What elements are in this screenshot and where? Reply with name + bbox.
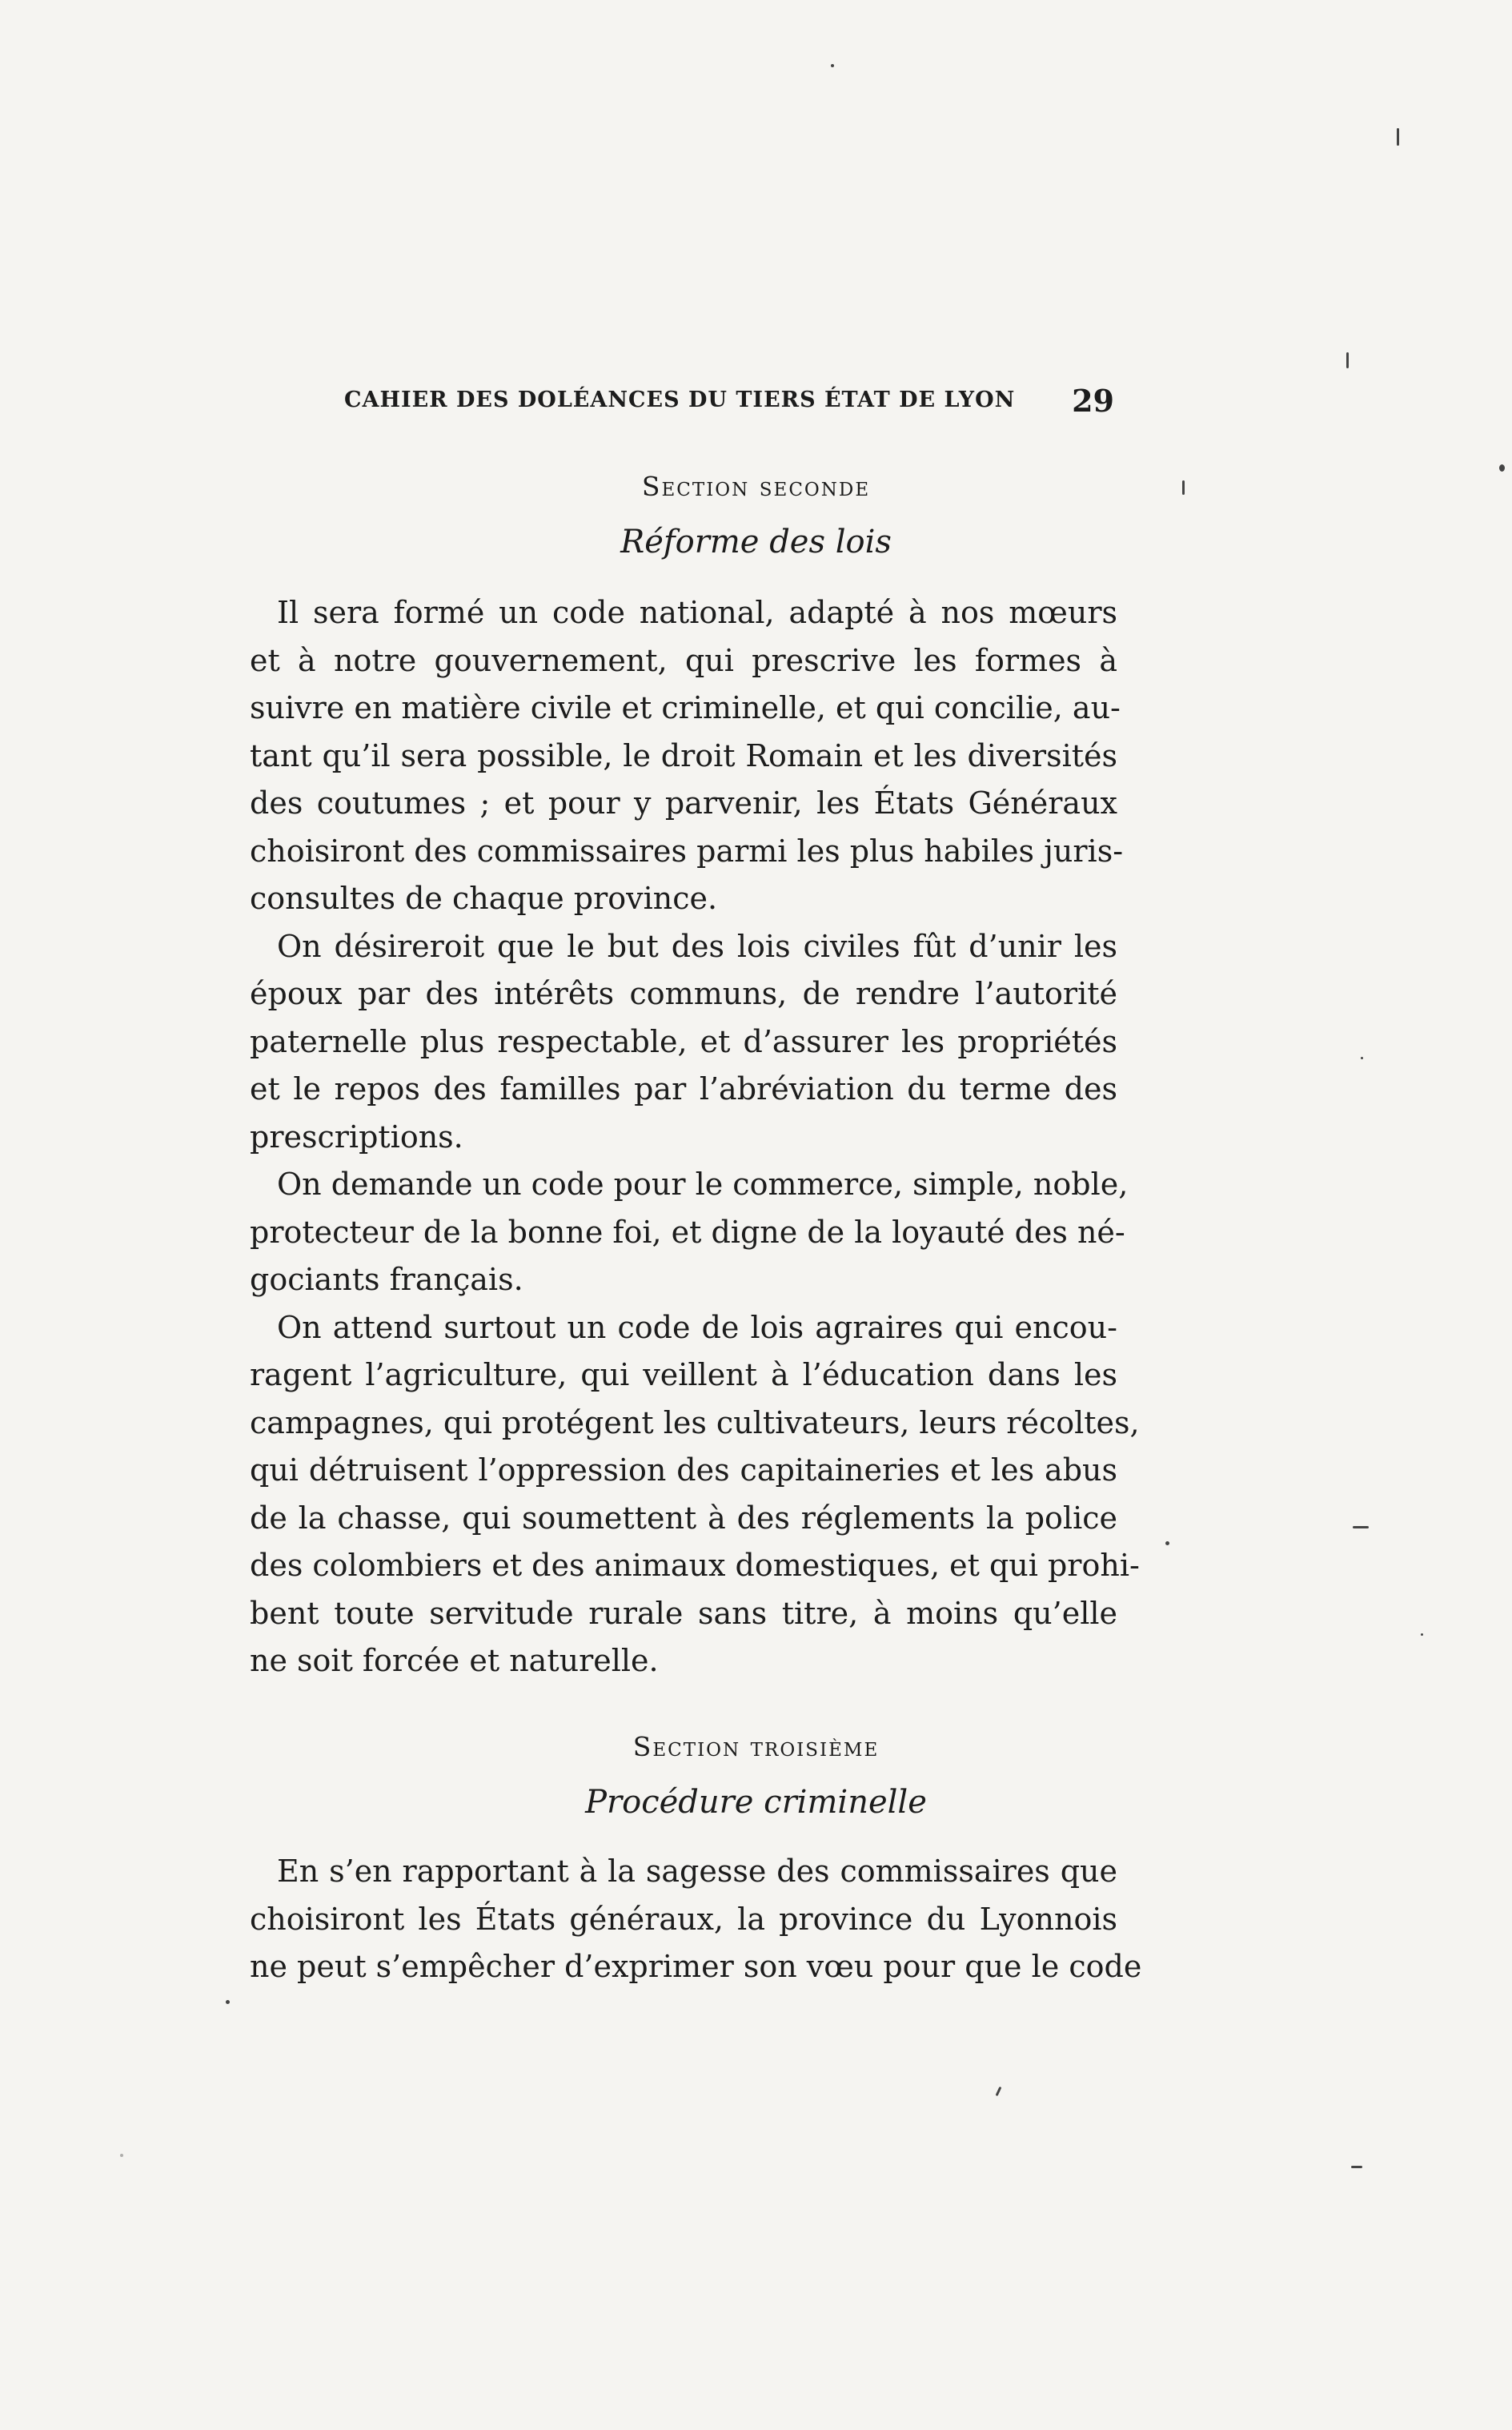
scan-speck [1182,480,1185,495]
text-line: de la chasse, qui soumettent à des réglements la police [250,1500,1117,1536]
text-line: tant qu’il sera possible, le droit Romain et les diversités [250,737,1117,773]
text-line: des colombiers et des animaux domestiques, et qui prohi- [250,1548,1140,1583]
text-line: On attend surtout un code de lois agraires qui encou- [277,1309,1117,1345]
text-line: ragent l’agriculture, qui veillent à l’éducation dans les [250,1357,1117,1392]
section-two-title: Section seconde [641,471,871,502]
section-three-title: Section troisième [632,1731,880,1762]
running-title: CAHIER DES DOLÉANCES DU TIERS ÉTAT DE LYON [344,388,1016,412]
scan-speck [1351,2166,1362,2168]
text-line: et à notre gouvernement, qui prescrive les formes à [250,642,1117,678]
text-line: On demande un code pour le commerce, simple, noble, [277,1167,1129,1202]
scan-speck [120,2154,123,2157]
scan-speck [1421,1633,1423,1636]
scan-speck [1353,1526,1369,1528]
text-line: En s’en rapportant à la sagesse des commissaires que [277,1854,1117,1889]
scan-speck [1397,128,1399,146]
scan-speck [1361,1057,1363,1059]
text-line: ne soit forcée et naturelle. [250,1643,659,1678]
text-line: des coutumes ; et pour y parvenir, les États Généraux [250,785,1117,821]
page-number: 29 [1072,383,1114,419]
scan-speck [226,2000,230,2004]
scan-speck [831,64,834,67]
text-line: campagnes, qui protégent les cultivateurs, leurs récoltes, [250,1404,1140,1440]
text-line: Il sera formé un code national, adapté à nos mœurs [277,595,1117,630]
text-line: ne peut s’empêcher d’exprimer son vœu pour que le code [250,1949,1142,1984]
running-head [344,383,1114,423]
scan-speck [1346,352,1349,368]
text-line: bent toute servitude rurale sans titre, à moins qu’elle [250,1595,1117,1631]
text-line: consultes de chaque province. [250,881,718,916]
section-two-text [250,589,1140,1685]
section-three-subtitle: Procédure criminelle [585,1784,927,1821]
text-line: suivre en matière civile et criminelle, et qui concilie, au- [250,690,1121,725]
text-line: choisiront des commissaires parmi les plus habiles juris- [250,833,1124,869]
text-line: qui détruisent l’oppression des capitaineries et les abus [250,1452,1117,1488]
text-line: On désireroit que le but des lois civiles fût d’unir les [277,928,1117,964]
scan-speck [1499,464,1505,472]
section-three-text [250,1848,1142,1991]
section-two-subtitle: Réforme des lois [620,524,892,560]
text-line: prescriptions. [250,1119,463,1155]
scan-speck [996,2087,1002,2096]
scan-speck [1165,1541,1169,1545]
text-line: choisiront les États généraux, la province du Lyonnois [250,1901,1117,1937]
text-line: et le repos des familles par l’abréviation du terme des [250,1071,1117,1107]
text-line: gociants français. [250,1262,523,1297]
text-line: paternelle plus respectable, et d’assurer les propriétés [250,1023,1117,1059]
text-line: protecteur de la bonne foi, et digne de la loyauté des né- [250,1214,1125,1250]
text-line: époux par des intérêts communs, de rendre l’autorité [250,976,1117,1011]
